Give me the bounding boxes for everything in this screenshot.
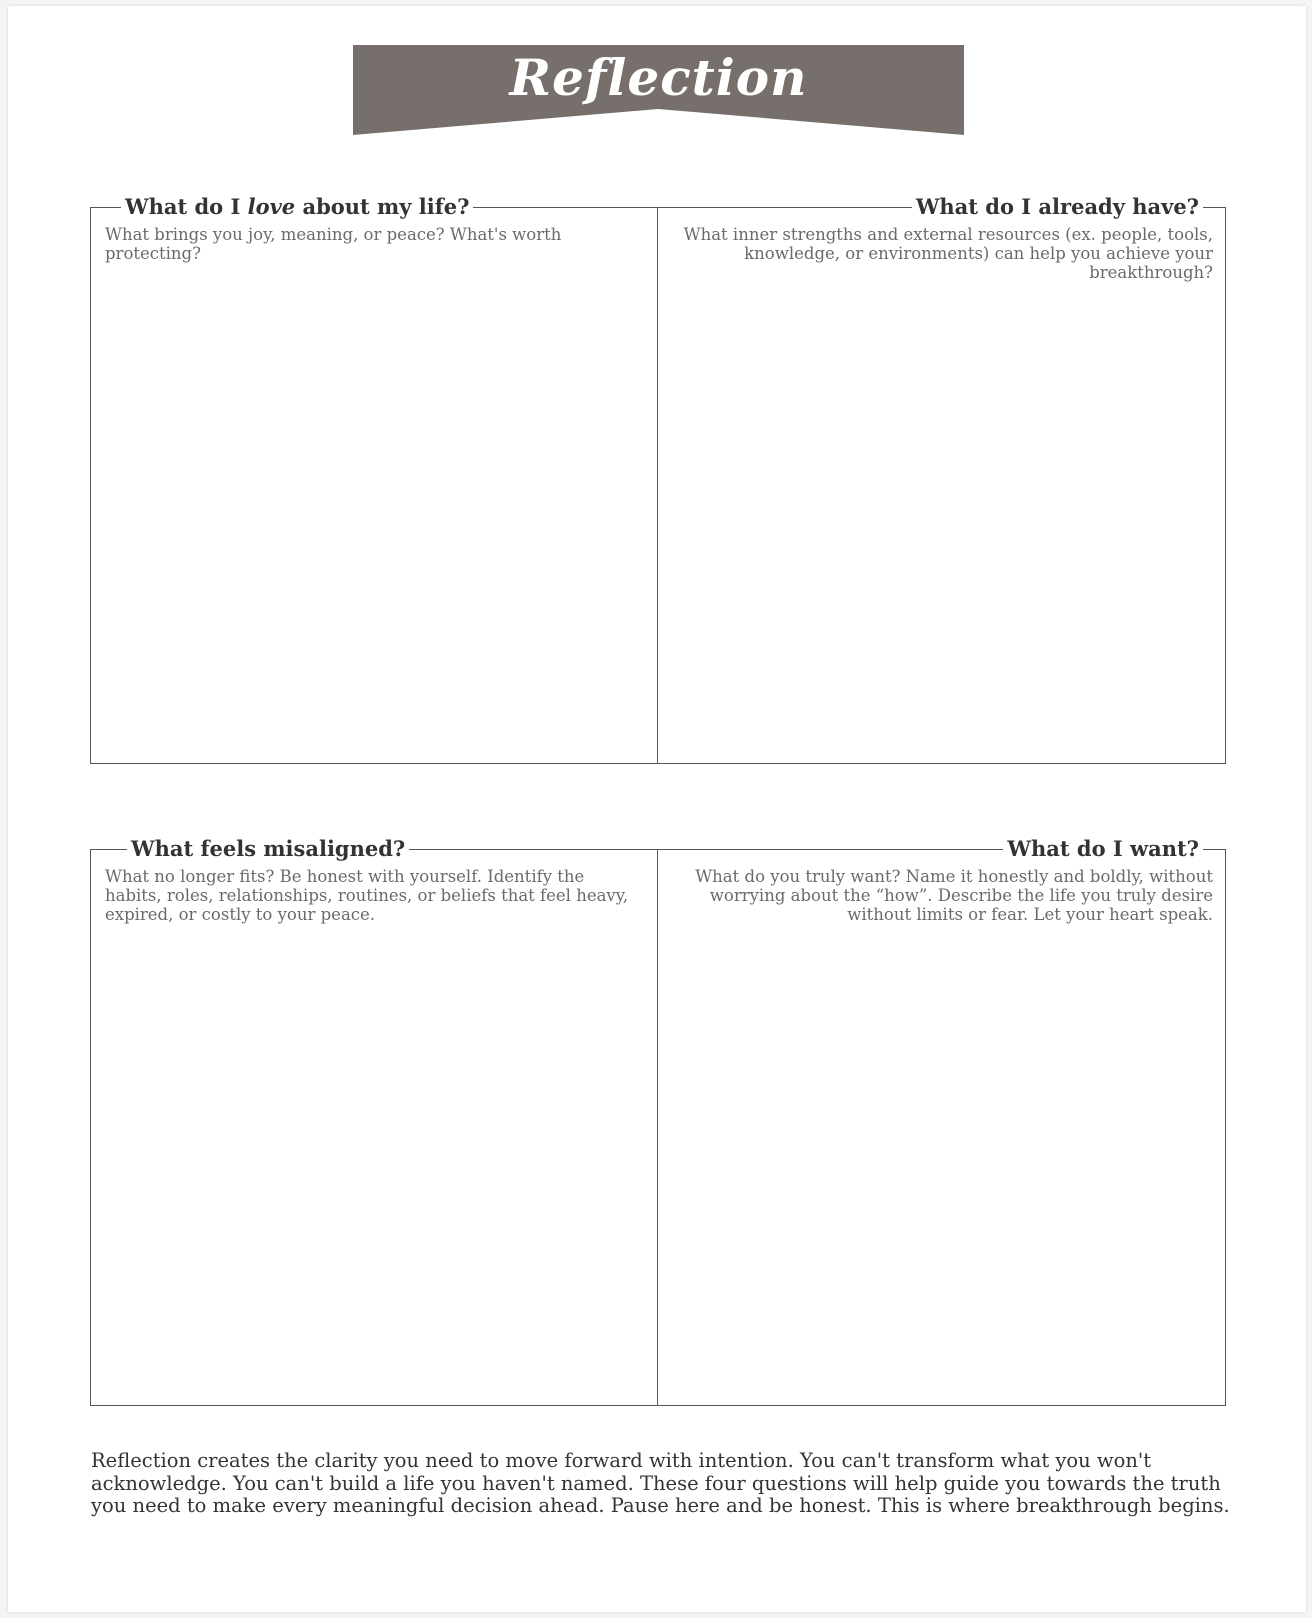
- quadrant-misaligned-heading: What feels misaligned?: [127, 836, 409, 862]
- quadrant-misaligned: [90, 836, 658, 1406]
- closing-paragraph: Reflection creates the clarity you need to move forward with intention. You can't transform what you won't acknowledge. You can't build a life you haven't named. These four questions will help guide you towards the truth you need to make every meaningful decision ahead. Pause here and be honest. This is where breakthrough begins.: [91, 1449, 1230, 1517]
- quadrant-have-heading: What do I already have?: [912, 194, 1203, 220]
- quadrant-want-heading: What do I want?: [1003, 836, 1203, 862]
- quadrant-misaligned-prompt: What no longer fits? Be honest with yourself. Identify the habits, roles, relationships, routines, or beliefs that feel heavy, expired, or costly to your peace.: [105, 867, 629, 924]
- page-title: Reflection: [509, 48, 808, 107]
- quadrant-have: [657, 194, 1226, 764]
- worksheet-page: [8, 6, 1306, 1612]
- title-banner: [353, 45, 964, 136]
- quadrant-have-prompt: What inner strengths and external resources (ex. people, tools, knowledge, or environments) can help you achieve your breakthrough?: [683, 225, 1213, 282]
- quadrant-love-prompt: What brings you joy, meaning, or peace? What's worth protecting?: [105, 225, 562, 263]
- quadrant-love: [90, 194, 658, 764]
- quadrant-love-heading: What do I love about my life?: [121, 194, 473, 220]
- quadrant-want-prompt: What do you truly want? Name it honestly and boldly, without worrying about the “how”. Describe the life you truly desire without limits or fear. Let your heart speak.: [695, 867, 1213, 924]
- quadrant-want: [657, 836, 1226, 1406]
